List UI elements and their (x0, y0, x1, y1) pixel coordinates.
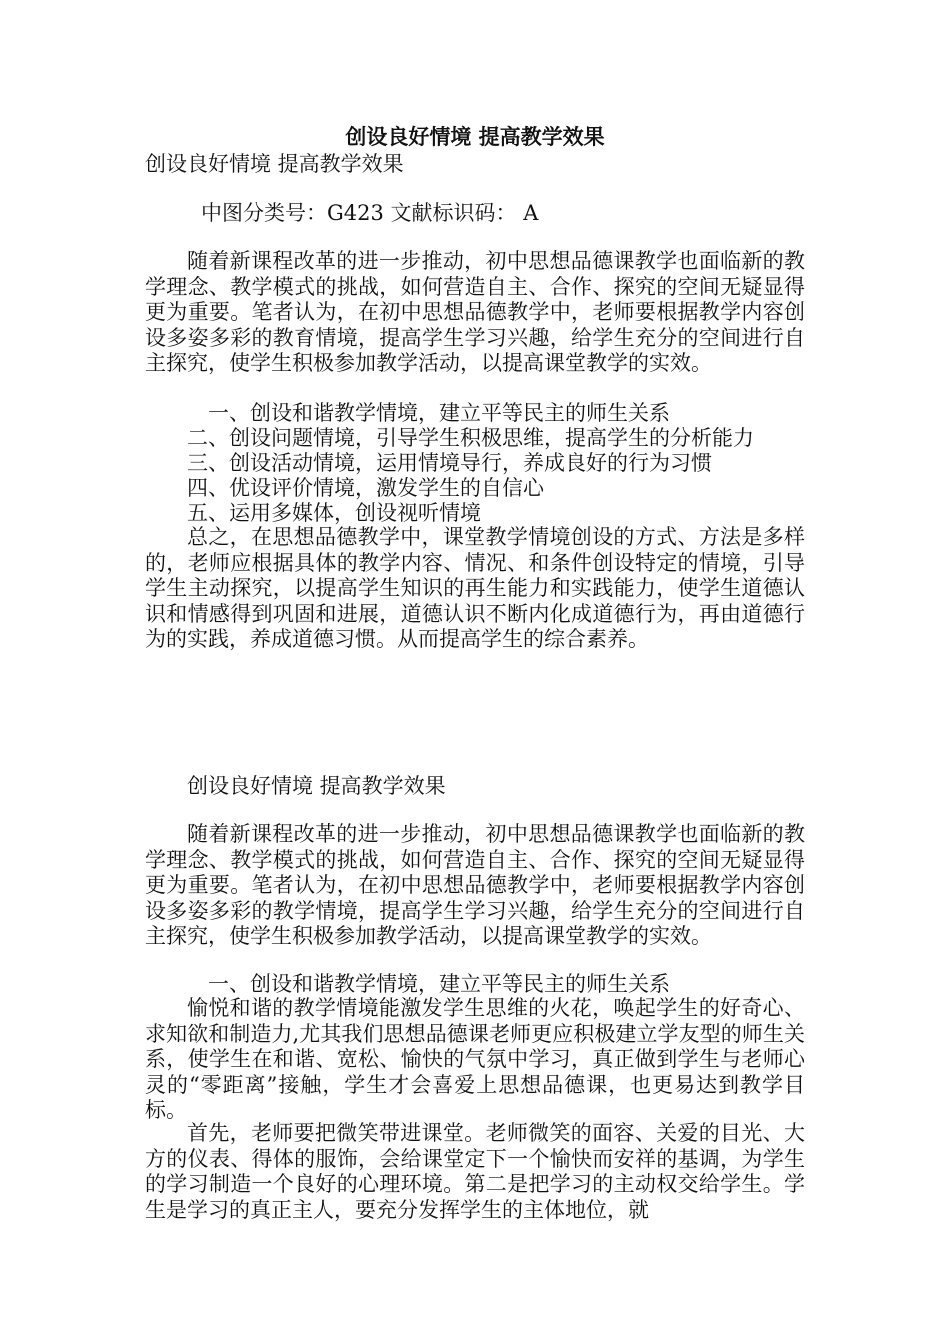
outline-item-2: 二、创设问题情境，引导学生积极思维，提高学生的分析能力 (187, 426, 754, 450)
section-1-heading: 一、创设和谐教学情境，建立平等民主的师生关系 (208, 972, 670, 996)
document-subtitle: 创设良好情境 提高教学效果 (145, 152, 404, 176)
section-1-paragraph-1: 愉悦和谐的教学情境能激发学生思维的火花，唤起学生的好奇心、求知欲和制造力,尤其我们思想品德课老师更应积极建立学友型的师生关系，使学生在和谐、宽松、愉快的气氛中学习，真正做到学生与老师心灵的“零距离”接触，学生才会喜爱上思想品德课，也更易达到教学目标。 (145, 996, 805, 1123)
body-title: 创设良好情境 提高教学效果 (187, 774, 446, 798)
outline-item-5: 五、运用多媒体，创设视听情境 (187, 501, 481, 525)
document-title: 创设良好情境 提高教学效果 (345, 124, 605, 149)
classification-line: 中图分类号：G423 文献标识码： A (201, 201, 539, 225)
section-1-paragraph-2: 首先，老师要把微笑带进课堂。老师微笑的面容、关爱的目光、大方的仪表、得体的服饰，会给课堂定下一个愉快而安祥的基调，为学生的学习制造一个良好的心理环境。第二是把学习的主动权交给学生。学生是学习的真正主人，要充分发挥学生的主体地位，就 (145, 1121, 805, 1222)
body-intro-paragraph: 随着新课程改革的进一步推动，初中思想品德课教学也面临新的教学理念、教学模式的挑战，如何营造自主、合作、探究的空间无疑显得更为重要。笔者认为，在初中思想品德教学中，老师要根据教学内容创设多姿多彩的教学情境，提高学生学习兴趣，给学生充分的空间进行自主探究，使学生积极参加教学活动，以提高课堂教学的实效。 (145, 822, 805, 949)
summary-paragraph: 总之，在思想品德教学中，课堂教学情境创设的方式、方法是多样的，老师应根据具体的教学内容、情况、和条件创设特定的情境，引导学生主动探究，以提高学生知识的再生能力和实践能力，使学生道德认识和情感得到巩固和进展，道德认识不断内化成道德行为，再由道德行为的实践，养成道德习惯。从而提高学生的综合素养。 (145, 525, 805, 652)
outline-item-4: 四、优设评价情境，激发学生的自信心 (187, 476, 544, 500)
intro-paragraph: 随着新课程改革的进一步推动，初中思想品德课教学也面临新的教学理念、教学模式的挑战，如何营造自主、合作、探究的空间无疑显得更为重要。笔者认为，在初中思想品德教学中，老师要根据教学内容创设多姿多彩的教育情境，提高学生学习兴趣，给学生充分的空间进行自主探究，使学生积极参加教学活动，以提高课堂教学的实效。 (145, 249, 805, 376)
outline-item-1: 一、创设和谐教学情境，建立平等民主的师生关系 (208, 401, 670, 425)
outline-item-3: 三、创设活动情境，运用情境导行，养成良好的行为习惯 (187, 451, 712, 475)
